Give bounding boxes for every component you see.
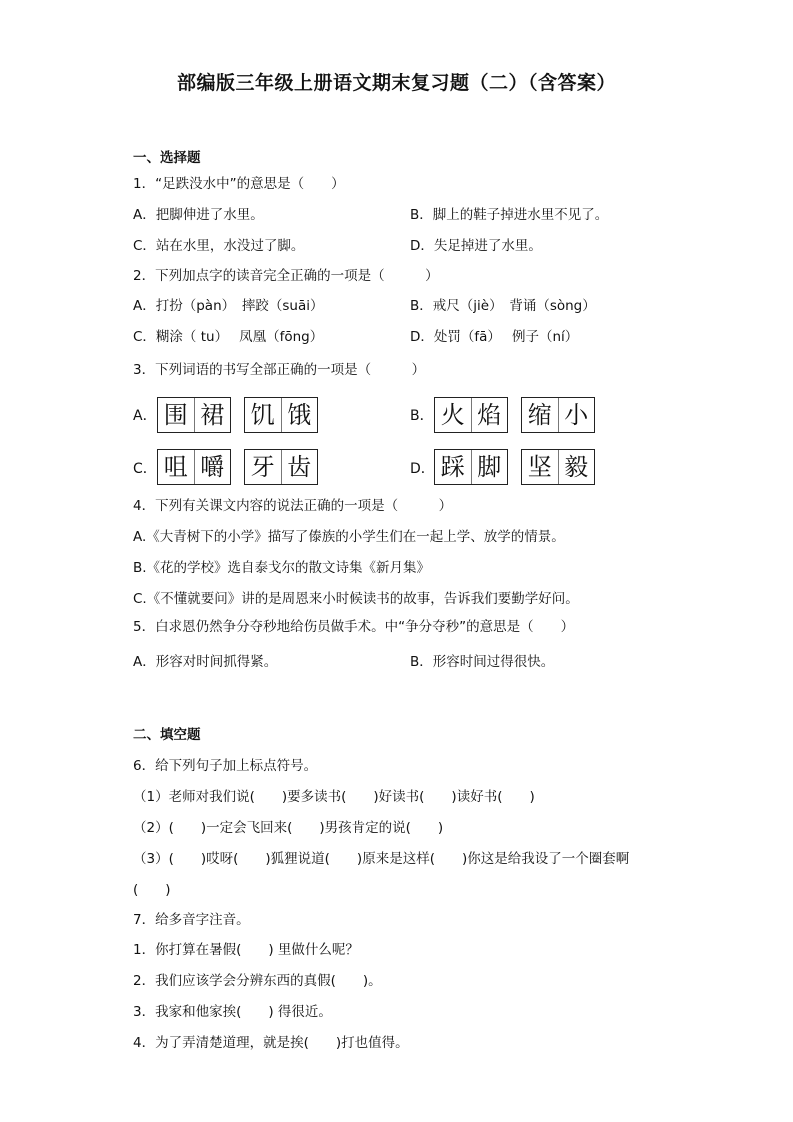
question-1-option-b: B．脚上的鞋子掉进水里不见了。 bbox=[410, 207, 609, 223]
question-2-option-c: C．糊涂（ tu） 凤凰（fōng） bbox=[133, 329, 324, 345]
question-1-option-c: C．站在水里，水没过了脚。 bbox=[133, 238, 305, 254]
char: 焰 bbox=[471, 398, 508, 432]
word-box-b2 bbox=[521, 397, 595, 433]
char: 缩 bbox=[527, 401, 552, 429]
word-box-d2 bbox=[521, 449, 595, 485]
question-3-option-c-label: C． bbox=[133, 461, 157, 477]
section-heading-choice: 一、选择题 bbox=[133, 150, 201, 166]
word-box-a2 bbox=[244, 397, 318, 433]
char: 围 bbox=[163, 401, 188, 429]
question-6-stem: 6．给下列句子加上标点符号。 bbox=[133, 758, 318, 774]
word-box-c2 bbox=[244, 449, 318, 485]
question-3-stem: 3．下列词语的书写全部正确的一项是（ ） bbox=[133, 362, 426, 378]
question-7-item-4: 4．为了弄清楚道理，就是挨( )打也值得。 bbox=[133, 1035, 409, 1051]
question-1-option-d: D．失足掉进了水里。 bbox=[410, 238, 542, 254]
char: 火 bbox=[440, 401, 465, 429]
char: 牙 bbox=[250, 453, 275, 481]
char: 饥 bbox=[250, 401, 275, 429]
question-3-option-a-label: A． bbox=[133, 408, 157, 424]
question-6-sentence-3-continued: ( ) bbox=[133, 882, 171, 898]
question-4-stem: 4．下列有关课文内容的说法正确的一项是（ ） bbox=[133, 498, 453, 514]
char: 嚼 bbox=[194, 450, 231, 484]
question-5-stem: 5．白求恩仍然争分夺秒地给伤员做手术。中“争分夺秒”的意思是（ ） bbox=[133, 619, 575, 635]
char: 齿 bbox=[281, 450, 318, 484]
question-5-option-b: B．形容时间过得很快。 bbox=[410, 654, 555, 670]
char: 脚 bbox=[471, 450, 508, 484]
word-box-b1 bbox=[434, 397, 508, 433]
char: 坚 bbox=[527, 453, 552, 481]
question-2-option-d: D．处罚（fā） 例子（ní） bbox=[410, 329, 579, 345]
question-6-sentence-1: （1）老师对我们说( )要多读书( )好读书( )读好书( ) bbox=[133, 789, 535, 805]
question-2-stem: 2．下列加点字的读音完全正确的一项是（ ） bbox=[133, 268, 439, 284]
question-4-option-a: A.《大青树下的小学》描写了傣族的小学生们在一起上学、放学的情景。 bbox=[133, 529, 565, 545]
question-3-option-d-label: D． bbox=[410, 461, 435, 477]
question-4-option-b: B.《花的学校》选自泰戈尔的散文诗集《新月集》 bbox=[133, 560, 431, 576]
char: 踩 bbox=[440, 453, 465, 481]
word-box-d1 bbox=[434, 449, 508, 485]
question-6-sentence-3: （3）( )哎呀( )狐狸说道( )原来是这样( )你这是给我设了一个圈套啊 bbox=[133, 851, 630, 867]
question-6-sentence-2: （2）( )一定会飞回来( )男孩肯定的说( ) bbox=[133, 820, 444, 836]
question-1-option-a: A．把脚伸进了水里。 bbox=[133, 207, 264, 223]
char: 饿 bbox=[281, 398, 318, 432]
char: 裙 bbox=[194, 398, 231, 432]
question-7-item-3: 3．我家和他家挨( ) 得很近。 bbox=[133, 1004, 332, 1020]
char: 咀 bbox=[163, 453, 188, 481]
word-box-c1 bbox=[157, 449, 231, 485]
question-3-option-b-label: B． bbox=[410, 408, 434, 424]
question-2-option-b: B．戒尺（jiè） 背诵（sòng） bbox=[410, 298, 596, 314]
char: 毅 bbox=[558, 450, 595, 484]
question-2-option-a: A．打扮（pàn） 摔跤（suāi） bbox=[133, 298, 324, 314]
word-box-a1 bbox=[157, 397, 231, 433]
page-title: 部编版三年级上册语文期末复习题（二）（含答案） bbox=[176, 72, 616, 94]
char: 小 bbox=[558, 398, 595, 432]
question-5-option-a: A．形容对时间抓得紧。 bbox=[133, 654, 278, 670]
question-7-item-1: 1．你打算在暑假( ) 里做什么呢？ bbox=[133, 942, 359, 958]
question-4-option-c: C.《不懂就要问》讲的是周恩来小时候读书的故事，告诉我们要勤学好问。 bbox=[133, 591, 579, 607]
question-1-stem: 1．“足跌没水中”的意思是（ ） bbox=[133, 176, 345, 192]
question-7-stem: 7．给多音字注音。 bbox=[133, 912, 250, 928]
section-heading-fill: 二、填空题 bbox=[133, 727, 201, 743]
question-7-item-2: 2．我们应该学会分辨东西的真假( )。 bbox=[133, 973, 382, 989]
